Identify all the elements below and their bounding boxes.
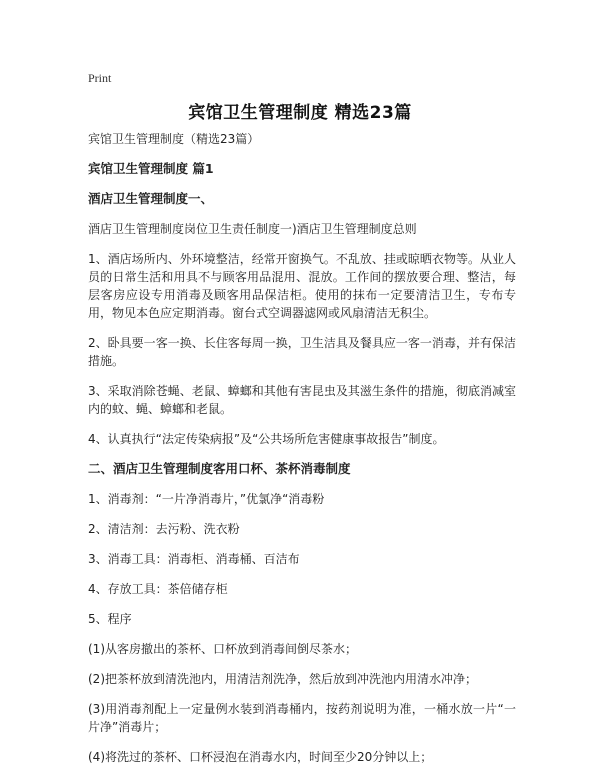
list-item: (1)从客房撤出的茶杯、口杯放到消毒间倒尽茶水； xyxy=(88,642,357,656)
intro-paragraph: 酒店卫生管理制度岗位卫生责任制度一)酒店卫生管理制度总则 xyxy=(88,222,417,236)
list-item: 5、程序 xyxy=(88,612,132,626)
list-item: 1、消毒剂：“一片净消毒片，”优氯净“消毒粉 xyxy=(88,492,325,506)
list-item: (3)用消毒剂配上一定量例水装到消毒桶内，按药剂说明为准，一桶水放一片“一片净”消毒片； xyxy=(88,702,516,734)
list-item: (4)将洗过的茶杯、口杯浸泡在消毒水内，时间至少20分钟以上； xyxy=(88,750,433,764)
list-item: 3、采取消除苍蝇、老鼠、蟑螂和其他有害昆虫及其滋生条件的措施，彻底消减室内的蚊、蝇、蟑螂和老鼠。 xyxy=(88,384,516,416)
sub-heading-1: 酒店卫生管理制度一、 xyxy=(88,191,214,206)
list-item: 4、认真执行“法定传染病报”及“公共场所危害健康事故报告”制度。 xyxy=(88,432,445,446)
list-item: 2、清洁剂：去污粉、洗衣粉 xyxy=(88,522,240,536)
list-item: 1、酒店场所内、外环境整洁，经常开窗换气。不乱放、挂或晾晒衣物等。从业人员的日常生活和用具不与顾客用品混用、混放。工作间的摆放要合理、整洁，每层客房应设专用消毒及顾客用品保洁柜。使用的抹布一定要清洁卫生，专布专用，物见本色应定期消毒。窗台式空调器滤网或风扇清洁无积尘。 xyxy=(88,252,516,320)
section-heading: 宾馆卫生管理制度 篇1 xyxy=(88,161,214,176)
sub-heading-2: 二、酒店卫生管理制度客用口杯、茶杯消毒制度 xyxy=(88,461,351,476)
page-title: 宾馆卫生管理制度 精选23篇 xyxy=(188,103,412,123)
print-label: Print xyxy=(88,71,112,85)
list-item: 4、存放工具：茶倍储存柜 xyxy=(88,582,228,596)
list-item: 3、消毒工具：消毒柜、消毒桶、百洁布 xyxy=(88,552,300,566)
document-body xyxy=(88,130,516,778)
document-subtitle: 宾馆卫生管理制度（精选23篇） xyxy=(88,132,260,146)
list-item: 2、卧具要一客一换、长住客每周一换，卫生洁具及餐具应一客一消毒，并有保洁措施。 xyxy=(88,336,516,368)
list-item: (2)把茶杯放到清洗池内，用清洁剂洗净，然后放到冲洗池内用清水冲净； xyxy=(88,672,478,686)
